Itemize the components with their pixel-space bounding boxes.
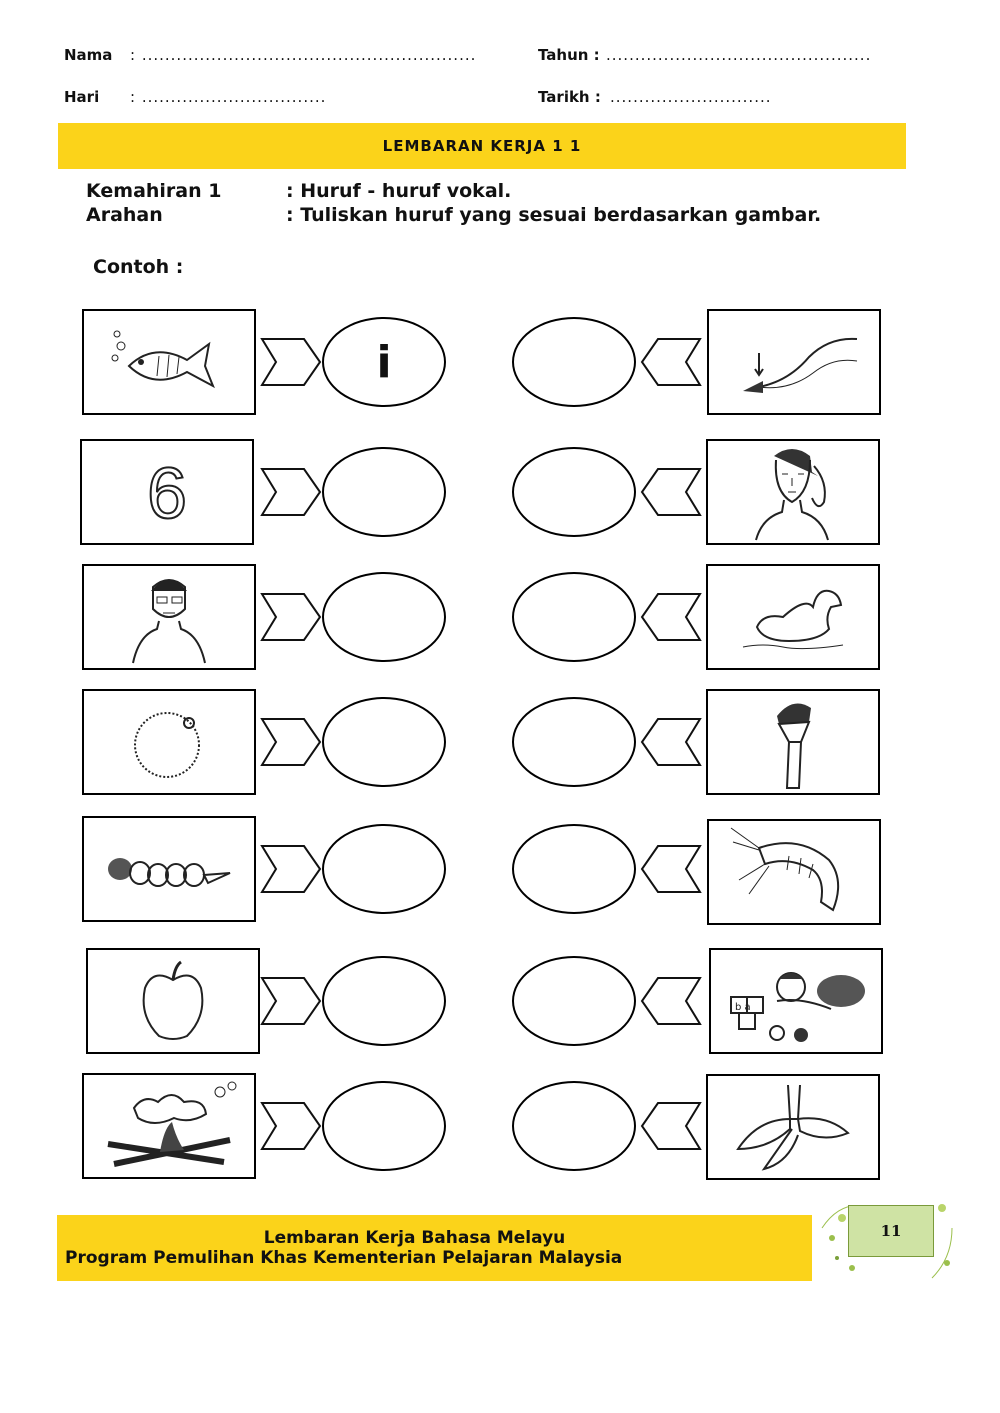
arrow-right-icon <box>260 976 322 1026</box>
skill-value: : Huruf - huruf vokal. <box>286 180 512 202</box>
answer-oval-right[interactable] <box>512 447 636 537</box>
arrow-left-icon <box>640 976 702 1026</box>
hari-label: Hari <box>64 88 100 106</box>
picture-leaf <box>706 1074 880 1180</box>
tarikh-field[interactable]: ............................ <box>610 88 772 106</box>
duck-icon <box>733 577 853 657</box>
torch-icon <box>753 692 833 792</box>
arrow-left-icon <box>640 717 702 767</box>
direction-label: Arahan <box>86 204 163 226</box>
answer-oval-left[interactable] <box>322 956 446 1046</box>
arrow-left-icon <box>640 337 702 387</box>
footer-band <box>57 1215 812 1281</box>
arrow-left-icon <box>640 1101 702 1151</box>
arrow-left-icon <box>640 844 702 894</box>
arrow-right-icon <box>260 592 322 642</box>
prawn-icon <box>729 824 859 920</box>
tahun-field[interactable]: .............................................. <box>606 46 872 64</box>
arrow-right-icon <box>260 467 322 517</box>
brush-icon <box>729 317 859 407</box>
arrow-right-icon <box>260 844 322 894</box>
arrow-left-icon <box>640 592 702 642</box>
picture-duck <box>706 564 880 670</box>
answer-oval-left[interactable] <box>322 824 446 914</box>
answer-oval-left[interactable] <box>322 697 446 787</box>
picture-woman <box>706 439 880 545</box>
answer-oval-right[interactable] <box>512 824 636 914</box>
answer-oval-right[interactable] <box>512 956 636 1046</box>
tarikh-label: Tarikh : <box>538 88 601 106</box>
orange-icon <box>119 697 219 787</box>
nama-field[interactable]: : .......................................................... <box>130 46 477 64</box>
arrow-left-icon <box>640 467 702 517</box>
picture-torch <box>706 689 880 795</box>
answer-oval-left[interactable] <box>322 1081 446 1171</box>
picture-fish <box>82 309 256 415</box>
baby-with-toys-icon <box>721 953 871 1049</box>
picture-number-six <box>80 439 254 545</box>
woman-icon <box>738 442 848 542</box>
leaf-icon <box>728 1079 858 1175</box>
worksheet-title: LEMBARAN KERJA 1 1 <box>58 123 906 169</box>
arrow-right-icon <box>260 717 322 767</box>
toy-blocks-text: b a <box>735 1002 751 1013</box>
nama-label: Nama <box>64 46 113 64</box>
campfire-icon <box>94 1078 244 1174</box>
answer-oval-right[interactable] <box>512 697 636 787</box>
footer-line-1: Lembaran Kerja Bahasa Melayu <box>263 1228 566 1248</box>
picture-apple <box>86 948 260 1054</box>
caterpillar-icon <box>104 839 234 899</box>
picture-campfire <box>82 1073 256 1179</box>
picture-orange <box>82 689 256 795</box>
picture-caterpillar <box>82 816 256 922</box>
fish-icon <box>109 322 229 402</box>
arrow-right-icon <box>260 1101 322 1151</box>
picture-prawn <box>707 819 881 925</box>
number-six-icon <box>127 452 207 532</box>
answer-oval-left[interactable] <box>322 447 446 537</box>
answer-oval-right[interactable] <box>512 317 636 407</box>
example-label: Contoh : <box>93 256 184 278</box>
answer-oval-right[interactable] <box>512 1081 636 1171</box>
apple-icon <box>123 956 223 1046</box>
answer-oval-right[interactable] <box>512 572 636 662</box>
page-number: 11 <box>848 1205 934 1257</box>
direction-value: : Tuliskan huruf yang sesuai berdasarkan gambar. <box>286 204 822 226</box>
tahun-label: Tahun : <box>538 46 600 64</box>
arrow-right-icon <box>260 337 322 387</box>
answer-oval-left[interactable] <box>322 572 446 662</box>
answer-oval-left[interactable]: i <box>322 317 446 407</box>
man-icon <box>119 569 219 665</box>
six-digit: 6 <box>146 454 188 532</box>
picture-brush <box>707 309 881 415</box>
hari-field[interactable]: : ................................ <box>130 88 327 106</box>
picture-baby-with-toys <box>709 948 883 1054</box>
picture-man <box>82 564 256 670</box>
footer-line-2: Program Pemulihan Khas Kementerian Pelajaran Malaysia <box>65 1248 623 1268</box>
skill-label: Kemahiran 1 <box>86 180 222 202</box>
